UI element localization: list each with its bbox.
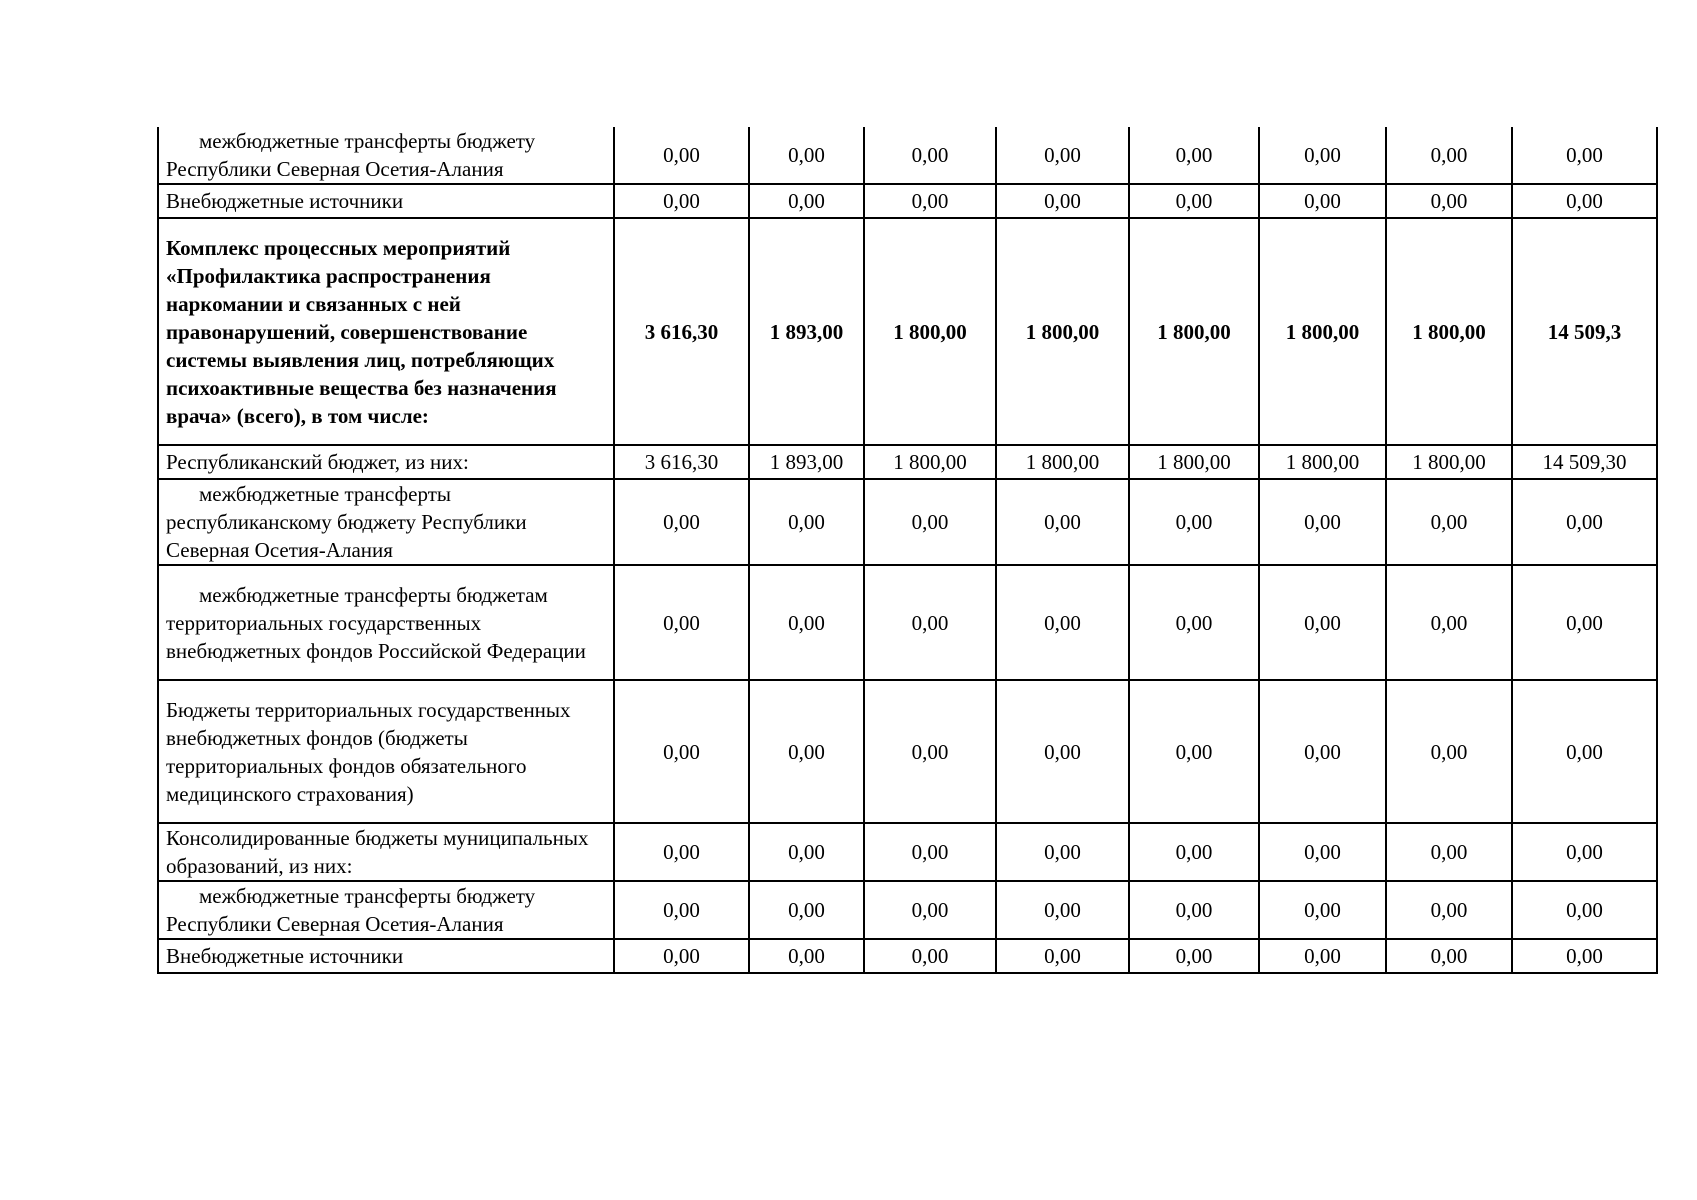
value-cell: 0,00 <box>1259 127 1386 184</box>
table-row <box>158 127 1657 184</box>
value-cell: 0,00 <box>614 680 749 823</box>
value-cell: 0,00 <box>1129 939 1259 973</box>
budget-table <box>157 127 1658 974</box>
value-cell: 0,00 <box>749 680 864 823</box>
value-cell: 0,00 <box>1512 565 1657 680</box>
value-cell: 0,00 <box>1512 939 1657 973</box>
value-cell: 1 800,00 <box>1129 445 1259 479</box>
value-cell: 14 509,3 <box>1512 218 1657 445</box>
table-row <box>158 881 1657 939</box>
value-cell: 0,00 <box>1386 680 1512 823</box>
table-row <box>158 939 1657 973</box>
value-cell: 0,00 <box>1386 565 1512 680</box>
value-cell: 0,00 <box>1386 881 1512 939</box>
row-label: межбюджетные трансферты бюджетам территориальных государственных внебюджетных фондов Российской Федерации <box>158 565 614 680</box>
value-cell: 1 800,00 <box>864 445 996 479</box>
value-cell: 1 893,00 <box>749 445 864 479</box>
table-row <box>158 823 1657 881</box>
row-label: Бюджеты территориальных государственных внебюджетных фондов (бюджеты территориальных фондов обязательного медицинского страхования) <box>158 680 614 823</box>
row-label: межбюджетные трансферты бюджету Республики Северная Осетия-Алания <box>158 881 614 939</box>
value-cell: 0,00 <box>864 127 996 184</box>
value-cell: 0,00 <box>864 565 996 680</box>
value-cell: 0,00 <box>749 881 864 939</box>
value-cell: 0,00 <box>1129 184 1259 218</box>
table-row <box>158 680 1657 823</box>
table-row <box>158 184 1657 218</box>
value-cell: 0,00 <box>749 184 864 218</box>
value-cell: 0,00 <box>1259 823 1386 881</box>
value-cell: 0,00 <box>1512 680 1657 823</box>
value-cell: 0,00 <box>1259 881 1386 939</box>
table-row <box>158 445 1657 479</box>
value-cell: 0,00 <box>614 823 749 881</box>
value-cell: 1 800,00 <box>864 218 996 445</box>
value-cell: 0,00 <box>1259 565 1386 680</box>
value-cell: 0,00 <box>1512 184 1657 218</box>
value-cell: 1 800,00 <box>1386 445 1512 479</box>
value-cell: 0,00 <box>614 939 749 973</box>
row-label: межбюджетные трансферты бюджету Республики Северная Осетия-Алания <box>158 127 614 184</box>
row-label: Внебюджетные источники <box>158 184 614 218</box>
value-cell: 0,00 <box>1512 127 1657 184</box>
row-label: Комплекс процессных мероприятий «Профилактика распространения наркомании и связанных с ней правонарушений, совершенствование системы выявления лиц, потребляющих психоактивные вещества без назначения врача» (всего), в том числе: <box>158 218 614 445</box>
value-cell: 1 893,00 <box>749 218 864 445</box>
value-cell: 0,00 <box>996 184 1129 218</box>
value-cell: 0,00 <box>1259 184 1386 218</box>
value-cell: 0,00 <box>749 565 864 680</box>
value-cell: 0,00 <box>749 939 864 973</box>
value-cell: 0,00 <box>1129 823 1259 881</box>
value-cell: 0,00 <box>864 881 996 939</box>
value-cell: 0,00 <box>996 127 1129 184</box>
value-cell: 0,00 <box>996 680 1129 823</box>
value-cell: 0,00 <box>864 939 996 973</box>
value-cell: 0,00 <box>864 479 996 565</box>
value-cell: 0,00 <box>1386 823 1512 881</box>
value-cell: 1 800,00 <box>1259 218 1386 445</box>
value-cell: 0,00 <box>996 565 1129 680</box>
value-cell: 0,00 <box>996 939 1129 973</box>
table-row <box>158 218 1657 445</box>
value-cell: 1 800,00 <box>996 218 1129 445</box>
row-label: Консолидированные бюджеты муниципальных образований, из них: <box>158 823 614 881</box>
value-cell: 0,00 <box>614 127 749 184</box>
value-cell: 0,00 <box>1386 184 1512 218</box>
value-cell: 0,00 <box>1259 939 1386 973</box>
value-cell: 1 800,00 <box>1259 445 1386 479</box>
value-cell: 0,00 <box>1512 881 1657 939</box>
value-cell: 0,00 <box>749 127 864 184</box>
value-cell: 0,00 <box>1259 680 1386 823</box>
value-cell: 0,00 <box>749 479 864 565</box>
value-cell: 0,00 <box>1386 127 1512 184</box>
value-cell: 3 616,30 <box>614 445 749 479</box>
value-cell: 1 800,00 <box>1386 218 1512 445</box>
value-cell: 14 509,30 <box>1512 445 1657 479</box>
value-cell: 0,00 <box>1386 479 1512 565</box>
budget-table-body <box>158 127 1657 973</box>
value-cell: 1 800,00 <box>1129 218 1259 445</box>
value-cell: 0,00 <box>1129 479 1259 565</box>
value-cell: 0,00 <box>864 823 996 881</box>
row-label: Республиканский бюджет, из них: <box>158 445 614 479</box>
value-cell: 0,00 <box>1512 823 1657 881</box>
row-label: Внебюджетные источники <box>158 939 614 973</box>
value-cell: 0,00 <box>614 479 749 565</box>
value-cell: 0,00 <box>614 184 749 218</box>
value-cell: 0,00 <box>864 184 996 218</box>
value-cell: 3 616,30 <box>614 218 749 445</box>
value-cell: 0,00 <box>996 479 1129 565</box>
value-cell: 0,00 <box>1129 881 1259 939</box>
value-cell: 0,00 <box>996 881 1129 939</box>
table-row <box>158 565 1657 680</box>
value-cell: 0,00 <box>749 823 864 881</box>
value-cell: 0,00 <box>996 823 1129 881</box>
value-cell: 0,00 <box>1129 565 1259 680</box>
value-cell: 0,00 <box>1386 939 1512 973</box>
value-cell: 0,00 <box>864 680 996 823</box>
value-cell: 1 800,00 <box>996 445 1129 479</box>
value-cell: 0,00 <box>614 565 749 680</box>
value-cell: 0,00 <box>1129 127 1259 184</box>
value-cell: 0,00 <box>1512 479 1657 565</box>
value-cell: 0,00 <box>1129 680 1259 823</box>
value-cell: 0,00 <box>614 881 749 939</box>
row-label: межбюджетные трансферты республиканскому бюджету Республики Северная Осетия-Алания <box>158 479 614 565</box>
value-cell: 0,00 <box>1259 479 1386 565</box>
table-row <box>158 479 1657 565</box>
